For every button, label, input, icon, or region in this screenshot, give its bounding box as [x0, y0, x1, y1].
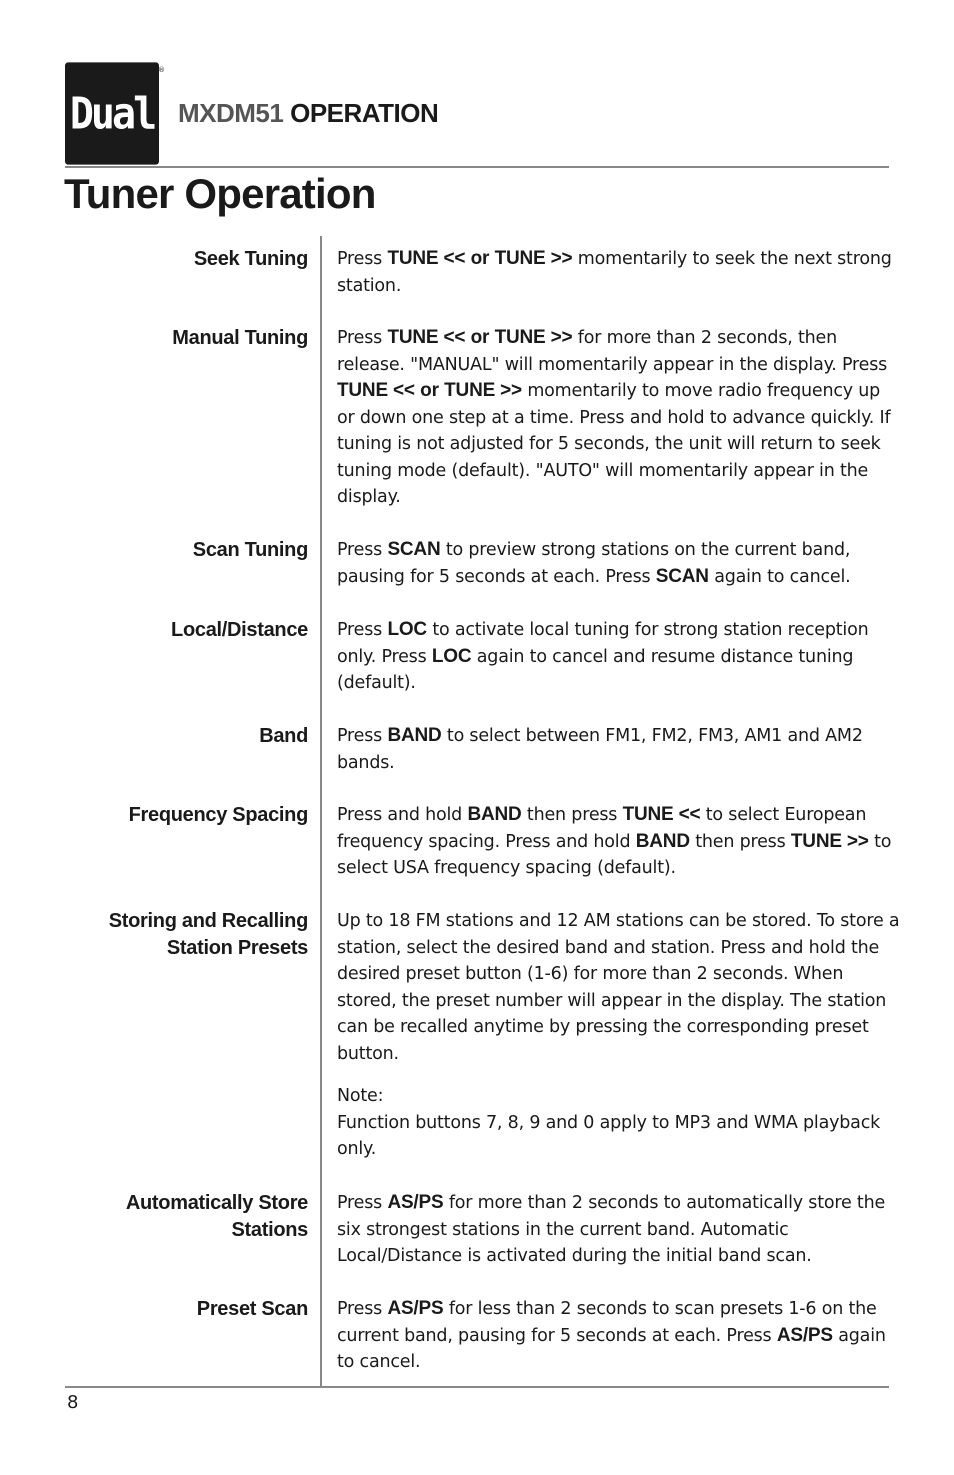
note-text: Function buttons 7, 8, 9 and 0 apply to MP3 and WMA playback only.	[337, 1112, 881, 1159]
section-label: Scan Tuning	[192, 539, 308, 561]
section-label: Automatically Store Stations	[125, 1192, 308, 1241]
section-label: Band	[259, 725, 308, 747]
section-body: Press TUNE << or TUNE >> momentarily to seek the next strong station.	[337, 248, 892, 296]
key-loc: LOC	[387, 619, 427, 640]
section-label: Preset Scan	[196, 1298, 308, 1320]
section-label: Manual Tuning	[172, 327, 308, 349]
bottom-rule	[65, 1386, 889, 1388]
note-label: Note:	[337, 1086, 384, 1106]
key-tune-fwd: TUNE >>	[494, 248, 573, 269]
section-body: Press SCAN to preview strong stations on the current band, pausing for 5 seconds at each. Press SCAN again to cancel.	[337, 539, 851, 587]
logo-text: Dual	[69, 88, 155, 139]
page-title: Tuner Operation	[64, 170, 376, 217]
section-body: Press AS/PS for more than 2 seconds to automatically store the six strongest stations in the current band. Automatic Local/Distance is activated during the initial band scan.	[337, 1192, 886, 1266]
model-name: MXDM51	[178, 98, 284, 128]
section-body: Press BAND to select between FM1, FM2, FM3, AM1 and AM2 bands.	[337, 725, 863, 773]
header-section: OPERATION	[290, 98, 439, 128]
section-body: Press and hold BAND then press TUNE << to select European frequency spacing. Press and hold BAND then press TUNE >> to select USA frequency spacing (default).	[337, 804, 892, 878]
key-tune-back: TUNE <<	[387, 248, 466, 269]
registered-mark: ®	[158, 66, 165, 74]
key-band: BAND	[387, 725, 442, 746]
page-number: 8	[67, 1392, 79, 1413]
section-label: Seek Tuning	[193, 248, 308, 270]
key-scan: SCAN	[387, 539, 441, 560]
section-body: Press AS/PS for less than 2 seconds to scan presets 1-6 on the current band, pausing for 5 seconds at each. Press AS/PS again to cancel.	[337, 1298, 886, 1372]
section-body: Press TUNE << or TUNE >> for more than 2 seconds, then release. "MANUAL" will momentarily appear in the display. Press TUNE << or TUNE >> momentarily to move radio frequency up or down one step at a time. Press and hold to advance quickly. If tuning is not adjusted for 5 seconds, the unit will return to seek tuning mode (default). "AUTO" will momentarily appear in the display.	[337, 327, 891, 507]
page-header	[178, 98, 438, 129]
section-label: Storing and Recalling Station Presets	[108, 910, 308, 959]
column-divider	[320, 236, 322, 1387]
section-label: Frequency Spacing	[128, 804, 308, 826]
section-label: Local/Distance	[171, 619, 308, 641]
top-rule	[65, 166, 889, 168]
section-body: Up to 18 FM stations and 12 AM stations can be stored. To store a station, select the desired band and station. Press and hold the desired preset button (1-6) for more than 2 seconds. When stored, the preset number will appear in the display. The station can be recalled anytime by pressing the corresponding preset button. Note: Function buttons 7, 8, 9 and 0 apply to MP3 and WMA playback only.	[337, 908, 902, 1163]
key-asps: AS/PS	[387, 1192, 444, 1213]
section-body: Press LOC to activate local tuning for strong station reception only. Press LOC again to cancel and resume distance tuning (default).	[337, 619, 869, 693]
dual-logo	[65, 62, 159, 164]
